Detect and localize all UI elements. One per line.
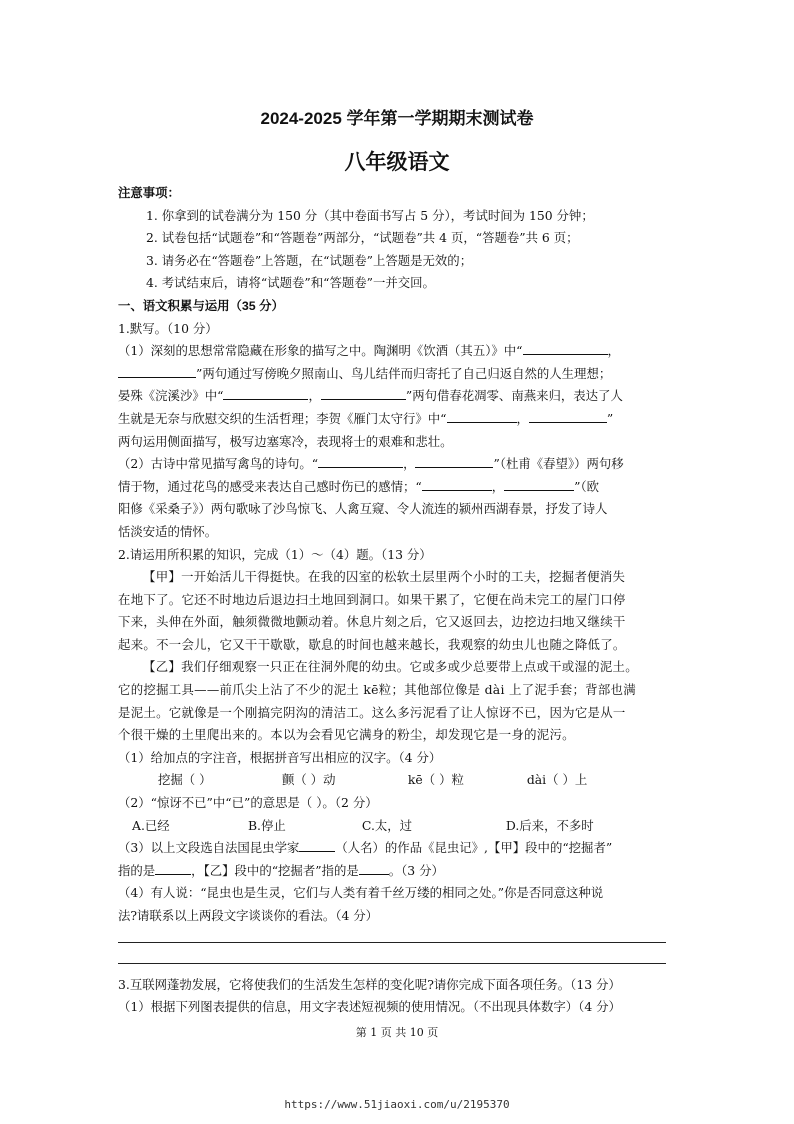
q1-line-7 [118,476,668,499]
text: ”两句借春花凋零、南燕来归，表达了人 [405,388,623,404]
answer-blank[interactable] [447,408,517,423]
text: 生就是无奈与欣慰交织的生活哲理；李贺《雁门太守行》中“ [118,410,447,426]
option-c[interactable]: C.太，过 [361,817,413,833]
option-b[interactable]: B.停止 [247,817,286,833]
answer-blank[interactable] [415,453,493,468]
answer-blank[interactable] [523,340,608,355]
text: （2）古诗中常见描写禽鸟的诗句。“ [118,456,319,472]
question-2-heading: 2.请运用所积累的知识，完成（1）～（4）题。（13 分） [118,546,432,562]
pinyin-item-1[interactable]: 挖掘（ ） [158,772,212,788]
passage-jia-line-2: 在地下了。它还不时地边后退边扫土地回到洞口。如果干累了，它便在尚未完工的屋门口停 [118,591,626,607]
passage-jia-line-3: 下来，头伸在外面，触须微微地颤动着。休息片刻之后，它又返回去，边挖边扫地又继续干 [118,614,626,630]
text: ， [516,410,529,426]
question-3-heading: 3.互联网蓬勃发展，它将使我们的生活发生怎样的变化呢?请你完成下面各项任务。（13 分） [118,976,621,992]
answer-blank[interactable] [318,453,403,468]
watermark-url[interactable]: https://www.51jiaoxi.com/u/2195370 [284,1098,510,1111]
subject-title: 八年级语文 [344,151,450,174]
options-row [118,815,668,838]
q2-sub-3-line-2 [118,860,668,883]
answer-blank[interactable] [529,408,607,423]
exam-title: 2024-2025 学年第一学期期末测试卷 [260,109,534,128]
text: 指的是 [118,862,156,878]
answer-blank[interactable] [504,476,574,491]
notice-item-3: 3. 请务必在“答题卷”上答题，在“试题卷”上答题是无效的； [146,252,473,268]
notice-item-2: 2. 试卷包括“试题卷”和“答题卷”两部分，“试题卷”共 4 页，“答题卷”共 6 页； [146,230,579,246]
text: ” [606,410,614,426]
passage-yi-line-3: 是泥土。它就像是一个刚搞完阴沟的清洁工。这么多污泥看了让人惊讶不已，因为它是从一 [118,704,626,720]
option-d[interactable]: D.后来，不多时 [505,817,594,833]
pinyin-row [118,769,668,792]
q2-sub-4-line-1: （4）有人说：“昆虫也是生灵，它们与人类有着千丝万缕的相同之处。”你是否同意这种说 [118,885,604,901]
notice-item-1: 1. 你拿到的试卷满分为 150 分（其中卷面书写占 5 分），考试时间为 150 分钟； [146,207,594,223]
text: 情于物，通过花鸟的感受来表达自己感时伤已的感情；“ [118,478,422,494]
text: ”两句通过写傍晚夕照南山、鸟儿结伴而归寄托了自己归返自然的人生理想； [196,365,612,381]
q1-line-5: 两句运用侧面描写，极写边塞寒冷，表现将士的艰难和悲壮。 [118,433,453,449]
pinyin-item-4[interactable]: dài（ ）上 [526,772,588,788]
q1-line-4 [118,408,668,431]
passage-yi-line-2: 它的挖掘工具——前爪尖上沾了不少的泥土 kē粒；其他部位像是 dài 上了泥手套；背部也满 [118,682,636,698]
answer-blank[interactable] [118,363,196,378]
q1-line-8: 阳修《采桑子》）两句歌咏了沙鸟惊飞、人禽互窥、令人流连的颍州西湖春景，抒发了诗人 [118,501,608,517]
q3-sub-1: （1）根据下列图表提供的信息，用文字表述短视频的使用情况。（不出现具体数字）（4 分） [118,999,621,1015]
passage-yi-line-4: 个很干燥的土里爬出来的。本以为会看见它满身的粉尘，却发现它是一身的泥污。 [118,727,575,743]
answer-blank[interactable] [299,837,335,852]
q1-line-9: 恬淡安适的情怀。 [118,523,218,539]
text: ， [491,478,505,494]
notice-heading: 注意事项： [118,186,180,200]
answer-blank[interactable] [155,860,191,875]
q1-line-6 [118,453,668,476]
exam-body [118,182,668,1019]
text: ， [403,456,416,472]
q1-line-2 [118,363,668,386]
pinyin-item-2[interactable]: 颤（ ）动 [281,772,336,788]
passage-jia-line-4: 起来。不一会儿，它又干干歇歇，歇息的时间也越来越长，我观察的幼虫儿也随之降低了。 [118,636,626,652]
text: 。（3 分） [388,862,444,878]
answer-blank[interactable] [422,476,492,491]
text: ， [308,388,321,404]
answer-blank[interactable] [359,860,389,875]
passage-jia-line-1: 【甲】一开始活儿干得挺快。在我的囚室的松软土层里两个小时的工夫，挖掘者便消失 [143,569,626,585]
notice-item-4: 4. 考试结束后，请将“试题卷”和“答题卷”一并交回。 [146,275,435,291]
answer-blank[interactable] [223,385,308,400]
text: ，【乙】段中的“挖掘者”指的是 [191,862,359,878]
q2-sub-3-line-1 [118,837,668,860]
q1-line-1 [118,340,668,363]
text: ”（杜甫《春望》）两句移 [493,456,624,472]
q2-sub-4-line-2: 法?请联系以上两段文字谈谈你的看法。（4 分） [118,908,379,923]
text: ”（欧 [574,478,600,494]
section-heading: 一、语文积累与运用（35 分） [118,298,284,313]
text: （1）深刻的思想常常隐藏在形象的描写之中。陶渊明《饮酒（其五）》中“ [118,343,523,359]
text: （人名）的作品《昆虫记》,【甲】段中的“挖掘者” [335,840,613,856]
pinyin-item-3[interactable]: kē（ ）粒 [407,772,464,788]
text: （3）以上文段选自法国昆虫学家 [118,840,300,856]
q2-sub-1: （1）给加点的字注音，根据拼音写出相应的汉字。（4 分） [118,749,442,765]
answer-blank[interactable] [321,385,406,400]
q1-line-3 [118,385,668,408]
passage-yi-line-1: 【乙】我们仔细观察一只正在往洞外爬的幼虫。它或多或少总要带上点或干或湿的泥土。 [143,659,638,675]
question-1-heading: 1.默写。（10 分） [118,320,218,336]
text: ， [607,343,620,359]
page-number: 第 1 页 共 10 页 [355,1026,439,1039]
q2-sub-2: （2）“惊讶不已”中“已”的意思是（ ）。（2 分） [118,795,378,811]
text: 晏殊《浣溪沙》中“ [118,388,224,404]
option-a[interactable]: A.已经 [132,817,170,833]
